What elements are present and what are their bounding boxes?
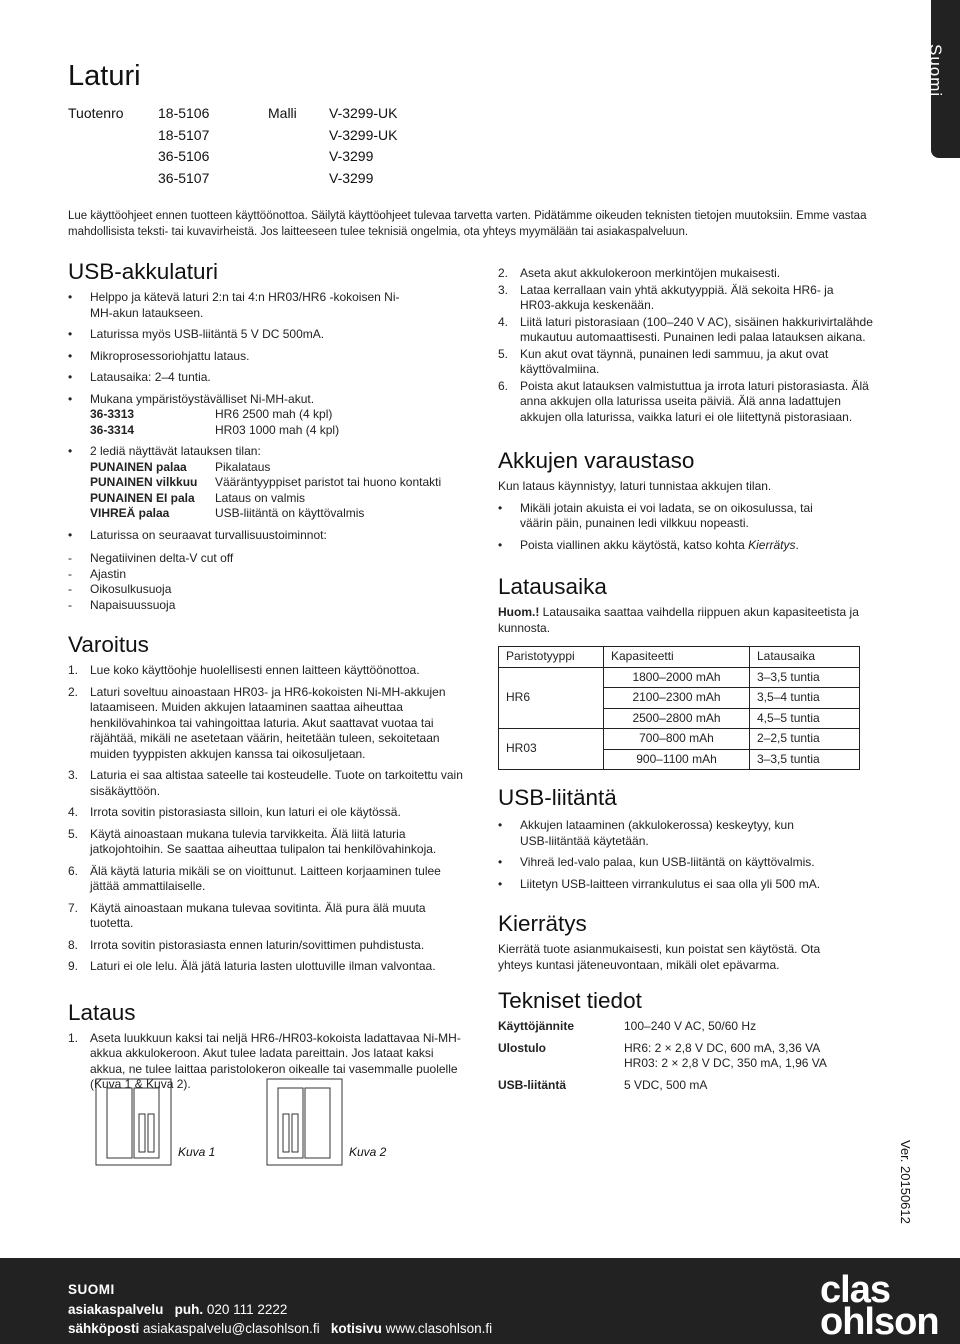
malli-label: Malli: [268, 105, 297, 121]
list-item: • Akkujen lataaminen (akkulokerossa) keskeytyy, kun USB-liitäntää käytetään.: [498, 818, 820, 849]
list-item: • Laturissa myös USB-liitäntä 5 V DC 500mA.: [68, 327, 468, 343]
product-numbers: [158, 103, 209, 189]
warning-item: 5. Käytä ainoastaan mukana tulevia tarvikkeita. Älä liitä laturia jatkojohtoihin. Se saattaa aiheuttaa tulipalon tai henkilövahinkoja.: [68, 826, 437, 856]
battery-desc: HR03 1000 mah (4 kpl): [215, 422, 340, 437]
version-label: Ver. 20150612: [898, 1140, 913, 1224]
charging-step: 5. Kun akut ovat täynnä, punainen ledi sammuu, ja akut ovat käyttövalmiina.: [498, 346, 829, 376]
footer-contact: sähköposti asiakaspalvelu@clasohlson.fi kotisivu www.clasohlson.fi: [68, 1321, 493, 1336]
latausaika-heading: Latausaika: [498, 574, 607, 599]
capacity: 2100–2300 mAh: [604, 688, 750, 709]
battery-type: HR6: [499, 667, 604, 729]
led-state: PUNAINEN palaa: [90, 459, 187, 474]
figure-1-charger: [96, 1079, 171, 1165]
led-meaning: USB-liitäntä on käyttövalmis: [215, 506, 365, 520]
product-number: 36-5106: [158, 148, 210, 164]
page-title: Laturi: [68, 60, 141, 92]
paragraph: Kun lataus käynnistyy, laturi tunnistaa akkujen tilan.: [498, 479, 772, 493]
warning-item: 2. Laturi soveltuu ainoastaan HR03- ja HR6-kokoisten Ni-MH-akkujen lataamiseen. Muiden akkujen lataaminen saattaa aiheuttaa henkilövahinkoa tai vahingoittaa laturia. Akut saattavat vuotaa tai räjähtää, mikäli ne asetetaan väärin, heitetään tuleen, sekoitetaan muiden tyyppisten akkujen kanssa tai oikosuljetaan.: [68, 684, 446, 761]
footer-website[interactable]: www.clasohlson.fi: [385, 1321, 493, 1336]
table-header: Latausaika: [750, 647, 860, 668]
warning-item: 4. Irrota sovitin pistorasiasta silloin, kun laturi ei ole käytössä.: [68, 805, 401, 819]
charge-time: 4,5–5 tuntia: [750, 708, 860, 729]
model-numbers: [329, 103, 397, 189]
list-item: • Mikroprosessoriohjattu lataus.: [68, 349, 468, 365]
warning-item: 6. Älä käytä laturia mikäli se on vioittunut. Laitteen korjaaminen tulee jättää ammattilaiselle.: [68, 863, 441, 893]
safety-feature: - Oikosulkusuoja: [68, 582, 468, 598]
capacity: 900–1100 mAh: [604, 749, 750, 770]
usb-akkulaturi-heading: USB-akkulaturi: [68, 259, 219, 284]
table-row: [499, 729, 860, 750]
left-column: [68, 258, 468, 1099]
list-item: • Poista viallinen akku käytöstä, katso kohta Kierrätys.: [498, 538, 883, 554]
footer: [0, 1258, 960, 1344]
usb-liitanta-heading: USB-liitäntä: [498, 785, 617, 810]
model-number: V-3299: [329, 148, 374, 164]
figure-2-caption: Kuva 2: [349, 1145, 387, 1159]
table-header-row: [499, 647, 860, 668]
tuotenro-label: Tuotenro: [68, 105, 124, 121]
charging-time-table: [498, 646, 860, 770]
led-meaning: Pikalataus: [215, 459, 271, 474]
list-item: • Latausaika: 2–4 tuntia.: [68, 370, 468, 386]
led-meaning: Vääräntyyppiset paristot tai huono kontakti: [215, 475, 442, 489]
charge-time: 3,5–4 tuntia: [750, 688, 860, 709]
table-header: Kapasiteetti: [604, 647, 750, 668]
led-state: PUNAINEN EI pala: [90, 490, 195, 505]
list-item: • Mikäli jotain akuista ei voi ladata, se on oikosulussa, tai väärin päin, punainen ledi vilkkuu nopeasti.: [498, 501, 820, 532]
spec-row: Käyttöjännite 100–240 V AC, 50/60 Hz: [498, 1019, 757, 1033]
list-item-text: Mukana ympäristöystävälliset Ni-MH-akut.: [90, 391, 315, 406]
kierratys-heading: Kierrätys: [498, 911, 587, 936]
language-tab: [926, 0, 960, 158]
capacity: 1800–2000 mAh: [604, 667, 750, 688]
footer-email[interactable]: asiakaspalvelu@clasohlson.fi: [143, 1321, 320, 1336]
warning-item: 8. Irrota sovitin pistorasiasta ennen laturin/sovittimen puhdistusta.: [68, 937, 425, 952]
battery-desc: HR6 2500 mah (4 kpl): [215, 407, 333, 421]
spec-row: USB-liitäntä 5 VDC, 500 mA: [498, 1077, 708, 1092]
charging-step: 2. Aseta akut akkulokeroon merkintöjen mukaisesti.: [498, 266, 781, 280]
battery-row: [90, 423, 468, 439]
led-state-row: [90, 491, 468, 507]
paragraph: Kierrätä tuote asianmukaisesti, kun poistat sen käytöstä. Ota yhteys kuntasi jäteneuvontaan, mikäli olet epävarma.: [498, 942, 821, 972]
capacity: 2500–2800 mAh: [604, 708, 750, 729]
led-state-row: [90, 460, 468, 476]
charge-time: 2–2,5 tuntia: [750, 729, 860, 750]
charge-time: 3–3,5 tuntia: [750, 667, 860, 688]
safety-feature: - Ajastin: [68, 567, 468, 583]
model-number: V-3299-UK: [329, 126, 398, 143]
battery-type: HR03: [499, 729, 604, 770]
model-number: V-3299-UK: [329, 105, 398, 121]
charging-step: 4. Liitä laturi pistorasiaan (100–240 V AC), sisäinen hakkurivirtalähde mukautuu automaattisesti. Punainen ledi palaa latauksen aikana.: [498, 314, 873, 344]
product-number: 36-5107: [158, 169, 210, 186]
led-state-row: [90, 506, 468, 522]
list-item: [68, 392, 468, 408]
table-header: Paristotyyppi: [499, 647, 604, 668]
model-number: V-3299: [329, 169, 374, 186]
safety-feature: - Negatiivinen delta-V cut off: [68, 551, 468, 567]
charging-step: 3. Lataa kerrallaan vain yhtä akkutyyppiä. Älä sekoita HR6- ja HR03-akkuja keskenään.: [498, 282, 834, 312]
table-row: [499, 667, 860, 688]
battery-code: 36-3313: [90, 407, 135, 421]
product-number: 18-5107: [158, 126, 210, 143]
figure-1-caption: Kuva 1: [178, 1145, 216, 1159]
clas-ohlson-logo: clas ohlson: [820, 1269, 939, 1343]
charge-time: 3–3,5 tuntia: [750, 749, 860, 770]
led-state: VIHREÄ palaa: [90, 506, 170, 520]
varoitus-heading: Varoitus: [68, 632, 149, 657]
lataus-heading: Lataus: [68, 999, 136, 1025]
led-state: PUNAINEN vilkkuu: [90, 475, 198, 489]
capacity: 700–800 mAh: [604, 729, 750, 750]
list-item: [68, 444, 468, 460]
charging-step: 1. Aseta luukkuun kaksi tai neljä HR6-/HR03-kokoista ladattavaa Ni-MH-akkua akkulokeroon. Akut tulee ladata pareittain. Jos lataat kaksi akkua, ne tulee laittaa paristolokeron oikealle tai vasemmalle puolelle (Kuva 1 & Kuva 2).: [68, 1030, 461, 1091]
footer-country: SUOMI: [68, 1282, 115, 1297]
led-meaning: Lataus on valmis: [215, 490, 306, 505]
warning-item: 9. Laturi ei ole lelu. Älä jätä laturia lasten ulottuville ilman valvontaa.: [68, 959, 436, 973]
list-item-text: 2 lediä näyttävät latauksen tilan:: [90, 444, 261, 458]
battery-row: [90, 407, 468, 423]
language-tab-label: Suomi: [926, 44, 945, 98]
warning-item: 7. Käytä ainoastaan mukana tulevaa sovitinta. Älä pura älä muuta tuotetta.: [68, 900, 426, 930]
charger-figures: [95, 1078, 445, 1168]
safety-feature: - Napaisuussuoja: [68, 598, 468, 614]
varaustaso-heading: Akkujen varaustaso: [498, 448, 695, 473]
list-item: • Helppo ja kätevä laturi 2:n tai 4:n HR03/HR6 -kokoisen Ni-MH-akun lataukseen.: [68, 290, 410, 321]
spec-row: Ulostulo HR6: 2 × 2,8 V DC, 600 mA, 3,36 VA HR03: 2 × 2,8 V DC, 350 mA, 1,96 VA: [498, 1040, 827, 1070]
warning-item: 1. Lue koko käyttöohje huolellisesti ennen laitteen käyttöönottoa.: [68, 663, 420, 677]
warning-item: 3. Laturia ei saa altistaa sateelle tai kosteudelle. Tuote on tarkoitettu vain sisäkäyttöön.: [68, 768, 463, 798]
battery-code: 36-3314: [90, 422, 135, 437]
tekniset-heading: Tekniset tiedot: [498, 988, 642, 1013]
intro-text: Lue käyttöohjeet ennen tuotteen käyttöönottoa. Säilytä käyttöohjeet tulevaa tarvetta varten. Pidätämme oikeuden teknisten tietojen muutoksiin. Emme vastaa mahdollisista teksti- tai kuvavirheistä. Jos laitteeseen tulee teknisiä ongelmia, ota yhteys myymälään tai asiakaspalveluun.: [68, 210, 867, 238]
footer-phone: asiakaspalvelu puh. 020 111 2222: [68, 1302, 288, 1317]
list-item: • Laturissa on seuraavat turvallisuustoiminnot:: [68, 528, 468, 544]
figure-2-charger: [267, 1079, 342, 1165]
product-number: 18-5106: [158, 105, 210, 121]
paragraph: Huom.! Latausaika saattaa vaihdella riippuen akun kapasiteetista ja kunnosta.: [498, 605, 859, 635]
right-column: [498, 266, 883, 1093]
list-item: • Vihreä led-valo palaa, kun USB-liitäntä on käyttövalmis.: [498, 855, 883, 871]
list-item: • Liitetyn USB-laitteen virrankulutus ei saa olla yli 500 mA.: [498, 877, 883, 893]
led-state-row: [90, 475, 468, 491]
charging-step: 6. Poista akut latauksen valmistuttua ja irrota laturi pistorasiasta. Älä anna akkujen olla laturissa useita päiviä. Älä anna ladattujen akkujen olla laturissa, vaikka laturi ei ole liitettynä pistorasiaan.: [498, 378, 869, 424]
